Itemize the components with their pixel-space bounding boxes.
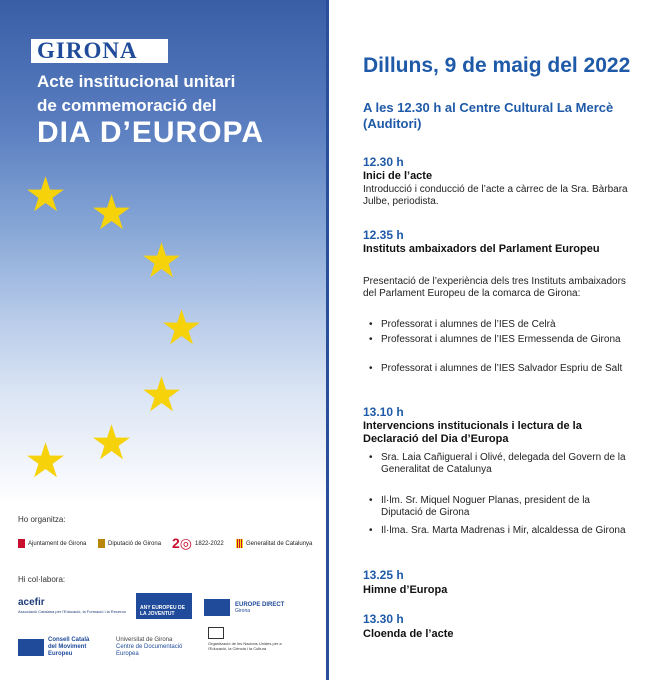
eu-star-icon: ★ — [160, 302, 204, 355]
schedule-bullet: • Il·lma. Sra. Marta Madrenas i Mir, alcaldessa de Girona — [367, 525, 631, 537]
schedule-description: Introducció i conducció de l’acte a càrrec de la Sra. Bàrbara Julbe, periodista. — [363, 184, 628, 207]
coat-of-arms-icon — [98, 539, 105, 548]
brand-girona: GIRONA — [37, 38, 138, 63]
eu-star-icon: ★ — [140, 369, 184, 422]
eu-star-icon: ★ — [24, 435, 68, 488]
schedule-time: 12.35 h — [363, 228, 404, 242]
eu-star-icon: ★ — [140, 235, 184, 288]
logo-unesco: Organització de les Nacions Unides per a l'Educació, la Ciència i la Cultura — [208, 627, 288, 651]
organizes-label: Ho organitza: — [18, 515, 66, 524]
event-date: Dilluns, 9 de maig del 2022 — [363, 54, 631, 77]
schedule-title: Intervencions institucionals i lectura de la Declaració del Dia d’Europa — [363, 420, 582, 445]
schedule-time: 13.30 h — [363, 612, 404, 626]
hero-banner — [0, 0, 326, 505]
logo-generalitat: Generalitat de Catalunya — [236, 539, 312, 548]
schedule-bullet: • Sra. Laia Cañigueral i Olivé, delegada del Govern de la Generalitat de Catalunya — [367, 452, 631, 476]
logo-bicentenary: 2◎ 1822-2022 — [172, 535, 224, 551]
eu-flag-icon — [204, 599, 230, 616]
logo-moviment-europeu: Consell Català del Moviment Europeu — [18, 637, 98, 658]
logo-europe-direct: EUROPE DIRECT Girona — [204, 599, 284, 616]
sponsors-footer — [0, 505, 326, 680]
main-title: DIA D’EUROPA — [37, 116, 265, 149]
schedule-description: Presentació de l’experiència dels tres Instituts ambaixadors del Parlament Europeu de la comarca de Girona: — [363, 276, 626, 299]
schedule-title: Inici de l’acte — [363, 170, 433, 182]
logo-diputacio-girona: Diputació de Girona — [98, 539, 161, 548]
schedule-time: 13.10 h — [363, 405, 404, 419]
schedule-title: Cloenda de l’acte — [363, 628, 454, 640]
logo-any-europeu-joventut: ANY EUROPEU DE LA JOVENTUT — [136, 593, 192, 619]
schedule-bullet: • Professorat i alumnes de l’IES de Celrà — [367, 319, 631, 331]
collaborates-label: Hi col·labora: — [18, 575, 66, 584]
coat-of-arms-icon — [18, 539, 25, 548]
logo-acefir: acefir Associació Catalana per l'Educació, la Formació i la Recerca — [18, 597, 126, 614]
subtitle-line-1: Acte institucional unitari — [37, 72, 236, 91]
logo-ajuntament-girona: Ajuntament de Girona — [18, 539, 86, 548]
eu-star-icon: ★ — [24, 169, 68, 222]
eu-flag-icon — [18, 639, 44, 656]
schedule-bullet: • Il·lm. Sr. Miquel Noguer Planas, president de la Diputació de Girona — [367, 495, 631, 519]
schedule-bullet: • Professorat i alumnes de l’IES Ermessenda de Girona — [367, 334, 631, 346]
schedule-bullet: • Professorat i alumnes de l’IES Salvador Espriu de Salt — [367, 363, 631, 375]
logo-udg-cde: Universitat de Girona Centre de Documentació Europea — [116, 637, 183, 657]
eu-star-icon: ★ — [90, 187, 134, 240]
unesco-temple-icon — [208, 627, 224, 639]
subtitle-line-2: de commemoració del — [37, 96, 217, 115]
coat-of-arms-icon — [236, 539, 243, 548]
eu-star-icon: ★ — [90, 417, 134, 470]
schedule-time: 13.25 h — [363, 568, 404, 582]
anniversary-200-icon: 2◎ — [172, 535, 193, 551]
schedule-title: Instituts ambaixadors del Parlament Europeu — [363, 243, 600, 255]
schedule-time: 12.30 h — [363, 155, 404, 169]
event-venue: A les 12.30 h al Centre Cultural La Mercè (Auditori) — [363, 100, 614, 131]
program-panel — [329, 0, 645, 680]
schedule-title: Himne d’Europa — [363, 584, 448, 596]
